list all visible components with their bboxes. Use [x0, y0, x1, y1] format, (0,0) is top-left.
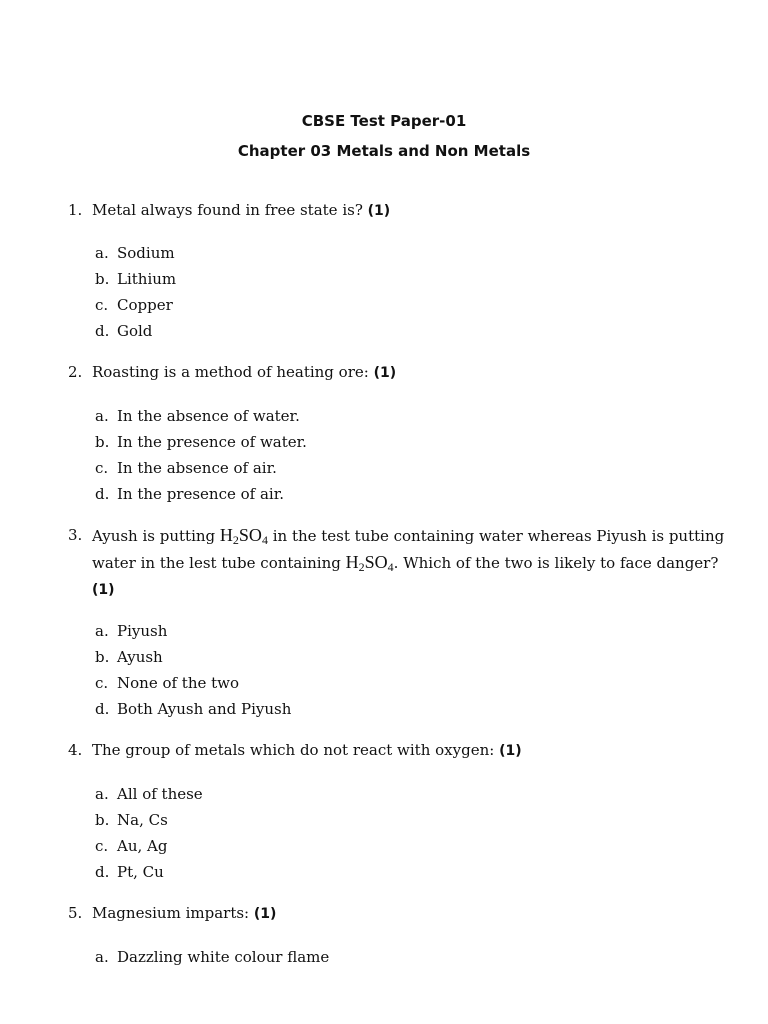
option-item: c. None of the two [95, 674, 240, 692]
option-item: a. In the absence of water. [95, 407, 300, 425]
chemical-formula: $H_2SO_4$ [345, 552, 394, 574]
question-number: 5. [68, 904, 83, 922]
question-1 [68, 197, 728, 224]
page-title: CBSE Test Paper-01 [301, 112, 467, 130]
option-item: a. Dazzling white colour flame [95, 948, 330, 966]
question-5 [68, 900, 728, 927]
option-item: d. Gold [95, 322, 153, 340]
question-text: Magnesium imparts: (1) [92, 904, 277, 922]
options-list-4 [95, 781, 715, 885]
question-number: 2. [68, 363, 83, 381]
question-text: The group of metals which do not react with oxygen: (1) [92, 741, 522, 759]
options-list-3 [95, 618, 715, 722]
marks-label: (1) [253, 906, 277, 922]
option-item: c. Copper [95, 296, 173, 314]
option-item: a. Piyush [95, 622, 168, 640]
question-text: Roasting is a method of heating ore: (1) [92, 363, 397, 381]
question-number: 1. [68, 201, 83, 219]
question-number: 4. [68, 741, 83, 759]
question-number: 3. [68, 526, 83, 544]
question-text: Ayush is putting $H_2SO_4$ in the test tube containing water whereas Piyush is putting water in the lest tube containing $H_2SO_4$. Which of the two is likely to face danger? (1) [92, 525, 725, 598]
option-item: c. In the absence of air. [95, 459, 277, 477]
option-item: b. In the presence of water. [95, 433, 307, 451]
option-item: d. In the presence of air. [95, 485, 284, 503]
option-item: a. Sodium [95, 244, 175, 262]
options-list-2 [95, 403, 715, 507]
marks-label: (1) [367, 203, 391, 219]
question-3 [68, 522, 728, 603]
chapter-title: Chapter 03 Metals and Non Metals [237, 142, 531, 160]
option-item: b. Na, Cs [95, 811, 168, 829]
options-list-1 [95, 240, 715, 344]
question-2 [68, 359, 728, 386]
option-item: c. Au, Ag [95, 837, 168, 855]
option-item: b. Ayush [95, 648, 163, 666]
marks-label: (1) [373, 365, 397, 381]
chemical-formula: $H_2SO_4$ [219, 525, 268, 547]
question-text: Metal always found in free state is? (1) [92, 201, 391, 219]
option-item: d. Pt, Cu [95, 863, 164, 881]
marks-label: (1) [499, 743, 522, 759]
options-list-5 [95, 944, 715, 970]
marks-label: (1) [92, 582, 115, 598]
option-item: a. All of these [95, 785, 203, 803]
option-item: d. Both Ayush and Piyush [95, 700, 292, 718]
question-4 [68, 737, 728, 764]
option-item: b. Lithium [95, 270, 177, 288]
